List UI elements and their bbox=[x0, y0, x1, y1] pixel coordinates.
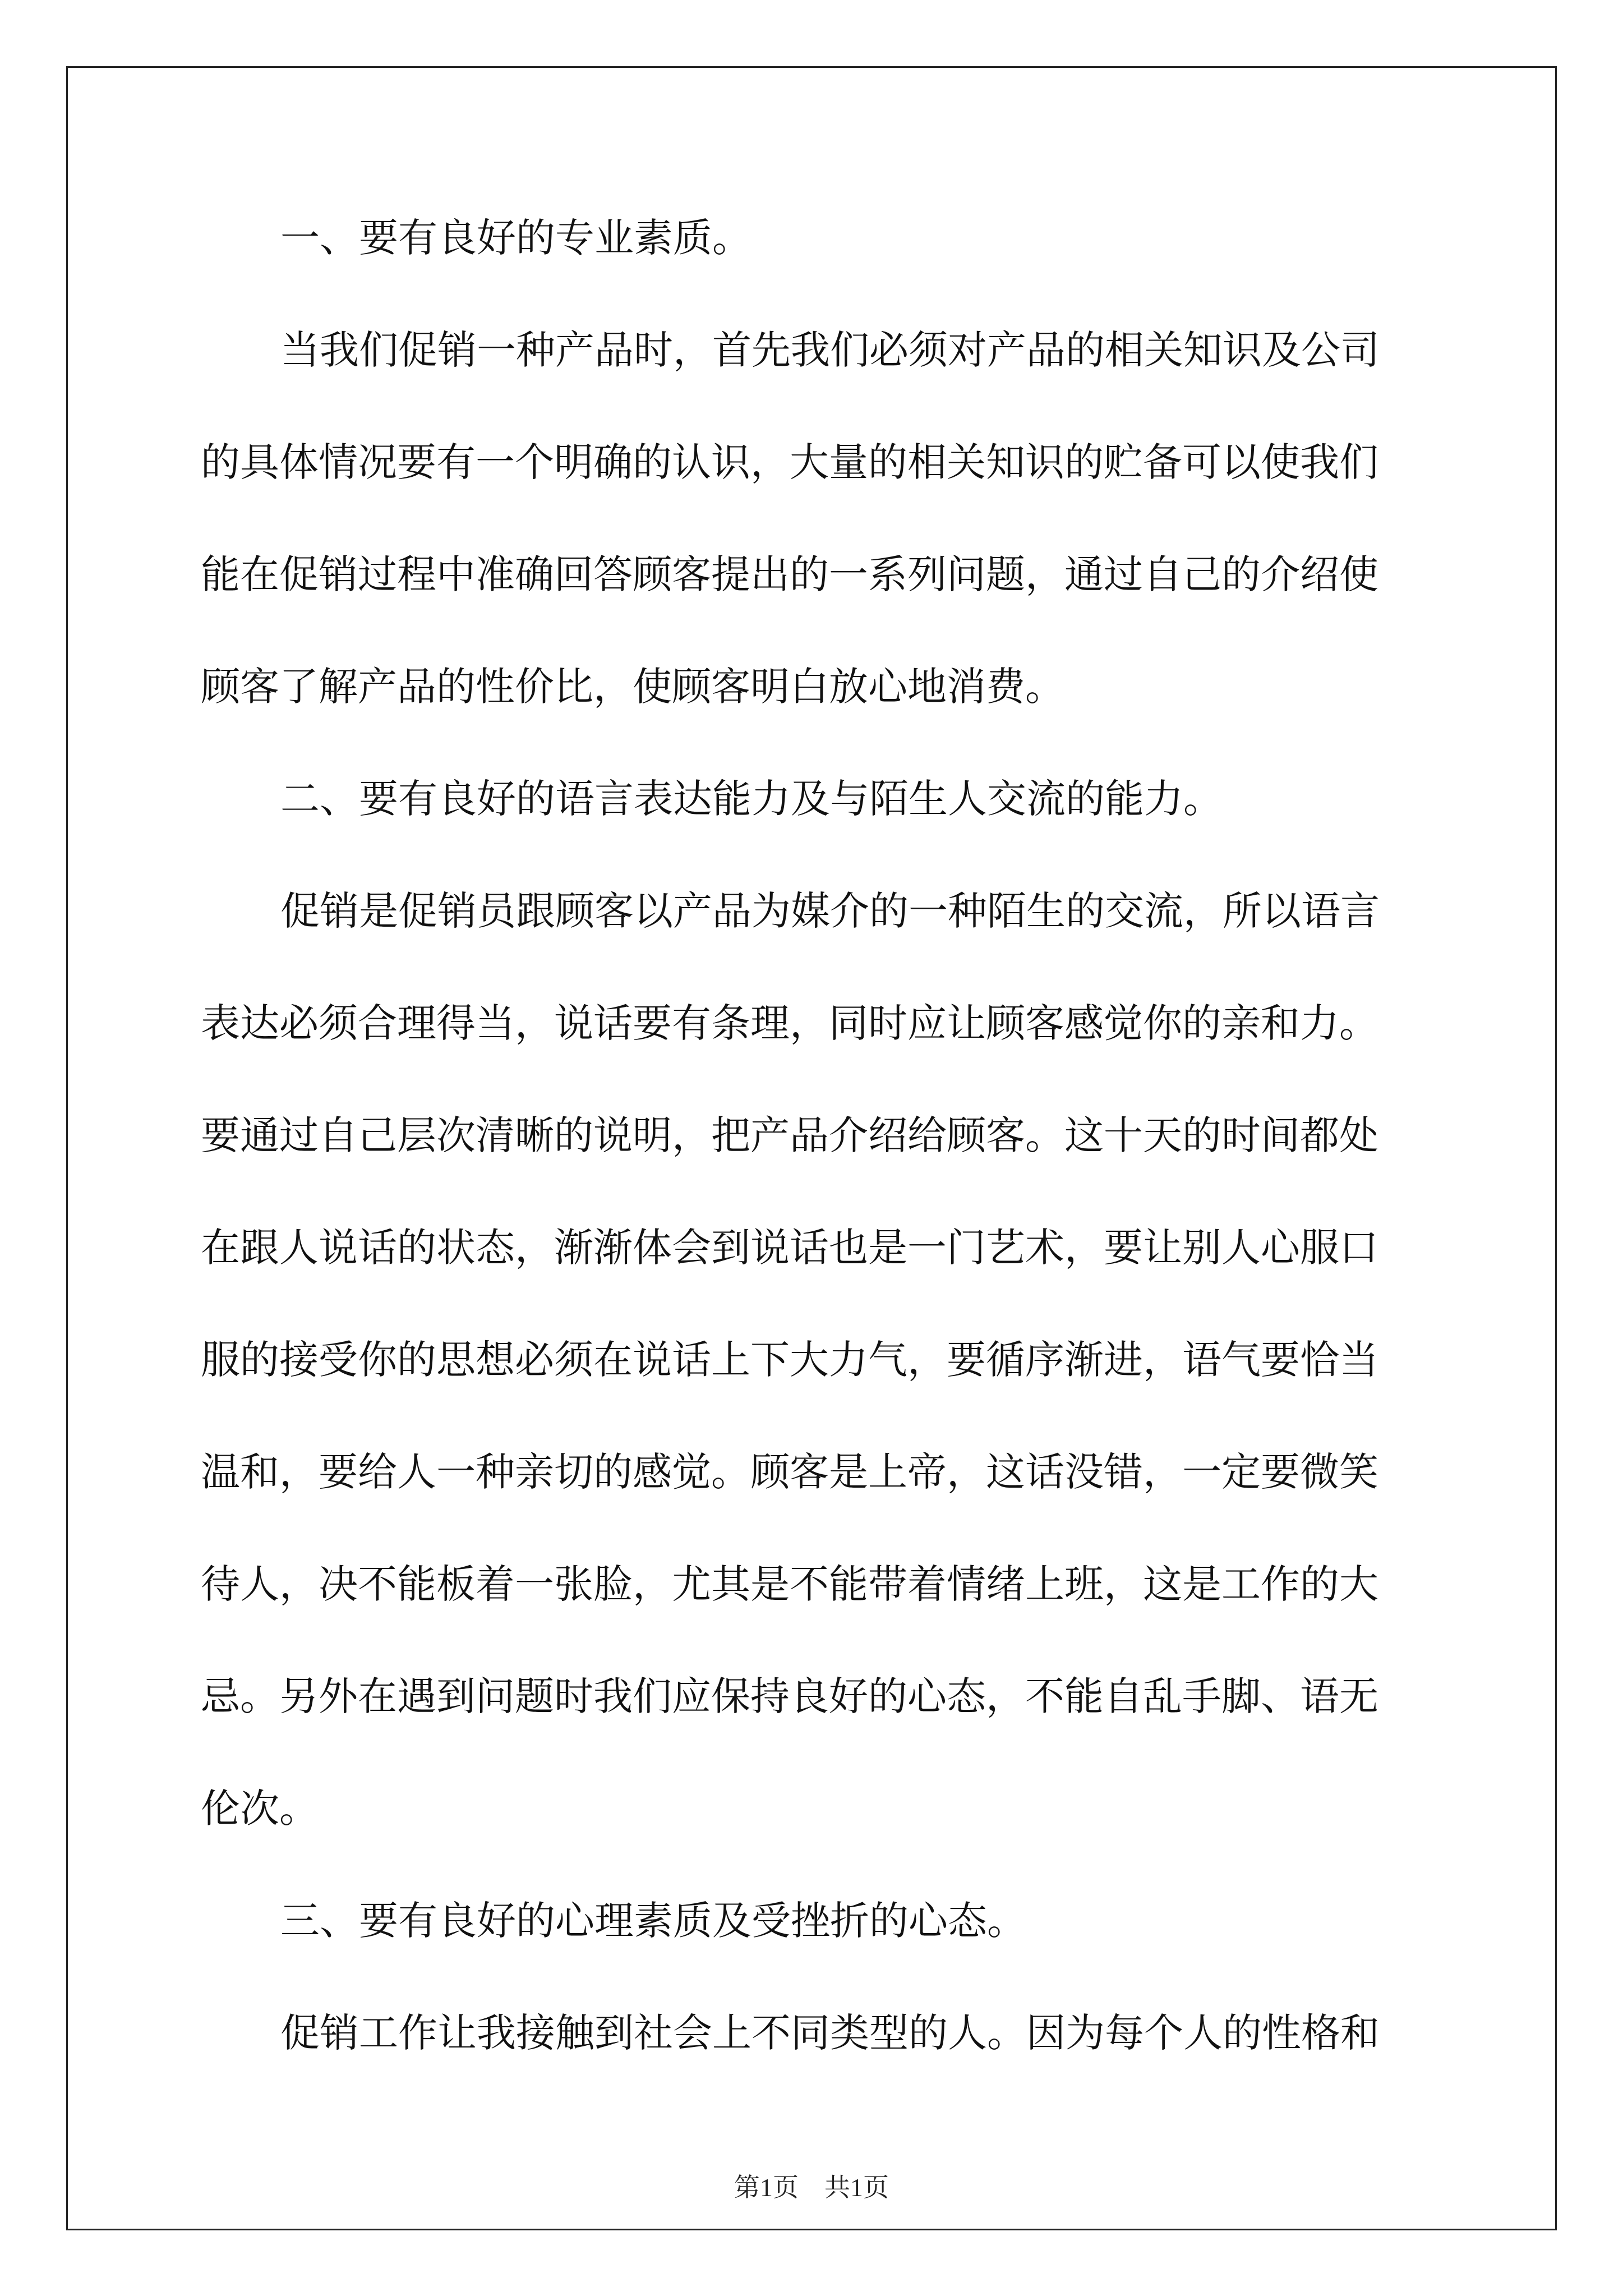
paragraph-line: 的具体情况要有一个明确的认识，大量的相关知识的贮备可以使我们 bbox=[201, 439, 1378, 485]
paragraph-line: 温和，要给人一种亲切的感觉。顾客是上帝，这话没错，一定要微笑 bbox=[201, 1449, 1378, 1495]
paragraph-line: 待人，决不能板着一张脸，尤其是不能带着情绪上班，这是工作的大 bbox=[201, 1561, 1378, 1607]
paragraph-line: 顾客了解产品的性价比，使顾客明白放心地消费。 bbox=[201, 664, 1064, 710]
paragraph-line: 忌。另外在遇到问题时我们应保持良好的心态，不能自乱手脚、语无 bbox=[201, 1673, 1378, 1719]
paragraph-line: 在跟人说话的状态，渐渐体会到说话也是一门艺术，要让别人心服口 bbox=[201, 1225, 1378, 1271]
paragraph-line: 促销是促销员跟顾客以产品为媒介的一种陌生的交流，所以语言 bbox=[280, 888, 1380, 934]
paragraph-line: 伦次。 bbox=[201, 1786, 319, 1832]
heading-professional-quality: 一、要有良好的专业素质。 bbox=[280, 215, 751, 261]
document-body bbox=[201, 208, 1423, 2115]
heading-language-ability: 二、要有良好的语言表达能力及与陌生人交流的能力。 bbox=[280, 776, 1223, 822]
paragraph-line: 能在促销过程中准确回答顾客提出的一系列问题，通过自己的介绍使 bbox=[201, 551, 1378, 597]
paragraph-line: 要通过自己层次清晰的说明，把产品介绍给顾客。这十天的时间都处 bbox=[201, 1112, 1378, 1158]
heading-psychological-quality: 三、要有良好的心理素质及受挫折的心态。 bbox=[280, 1898, 1026, 1944]
paragraph-line: 表达必须合理得当，说话要有条理，同时应让顾客感觉你的亲和力。 bbox=[201, 1000, 1378, 1046]
paragraph-line: 服的接受你的思想必须在说话上下大力气，要循序渐进，语气要恰当 bbox=[201, 1337, 1378, 1383]
page-number-footer: 第1页 共1页 bbox=[734, 2173, 889, 2202]
paragraph-line: 促销工作让我接触到社会上不同类型的人。因为每个人的性格和 bbox=[280, 2010, 1380, 2056]
paragraph-line: 当我们促销一种产品时，首先我们必须对产品的相关知识及公司 bbox=[280, 327, 1380, 373]
